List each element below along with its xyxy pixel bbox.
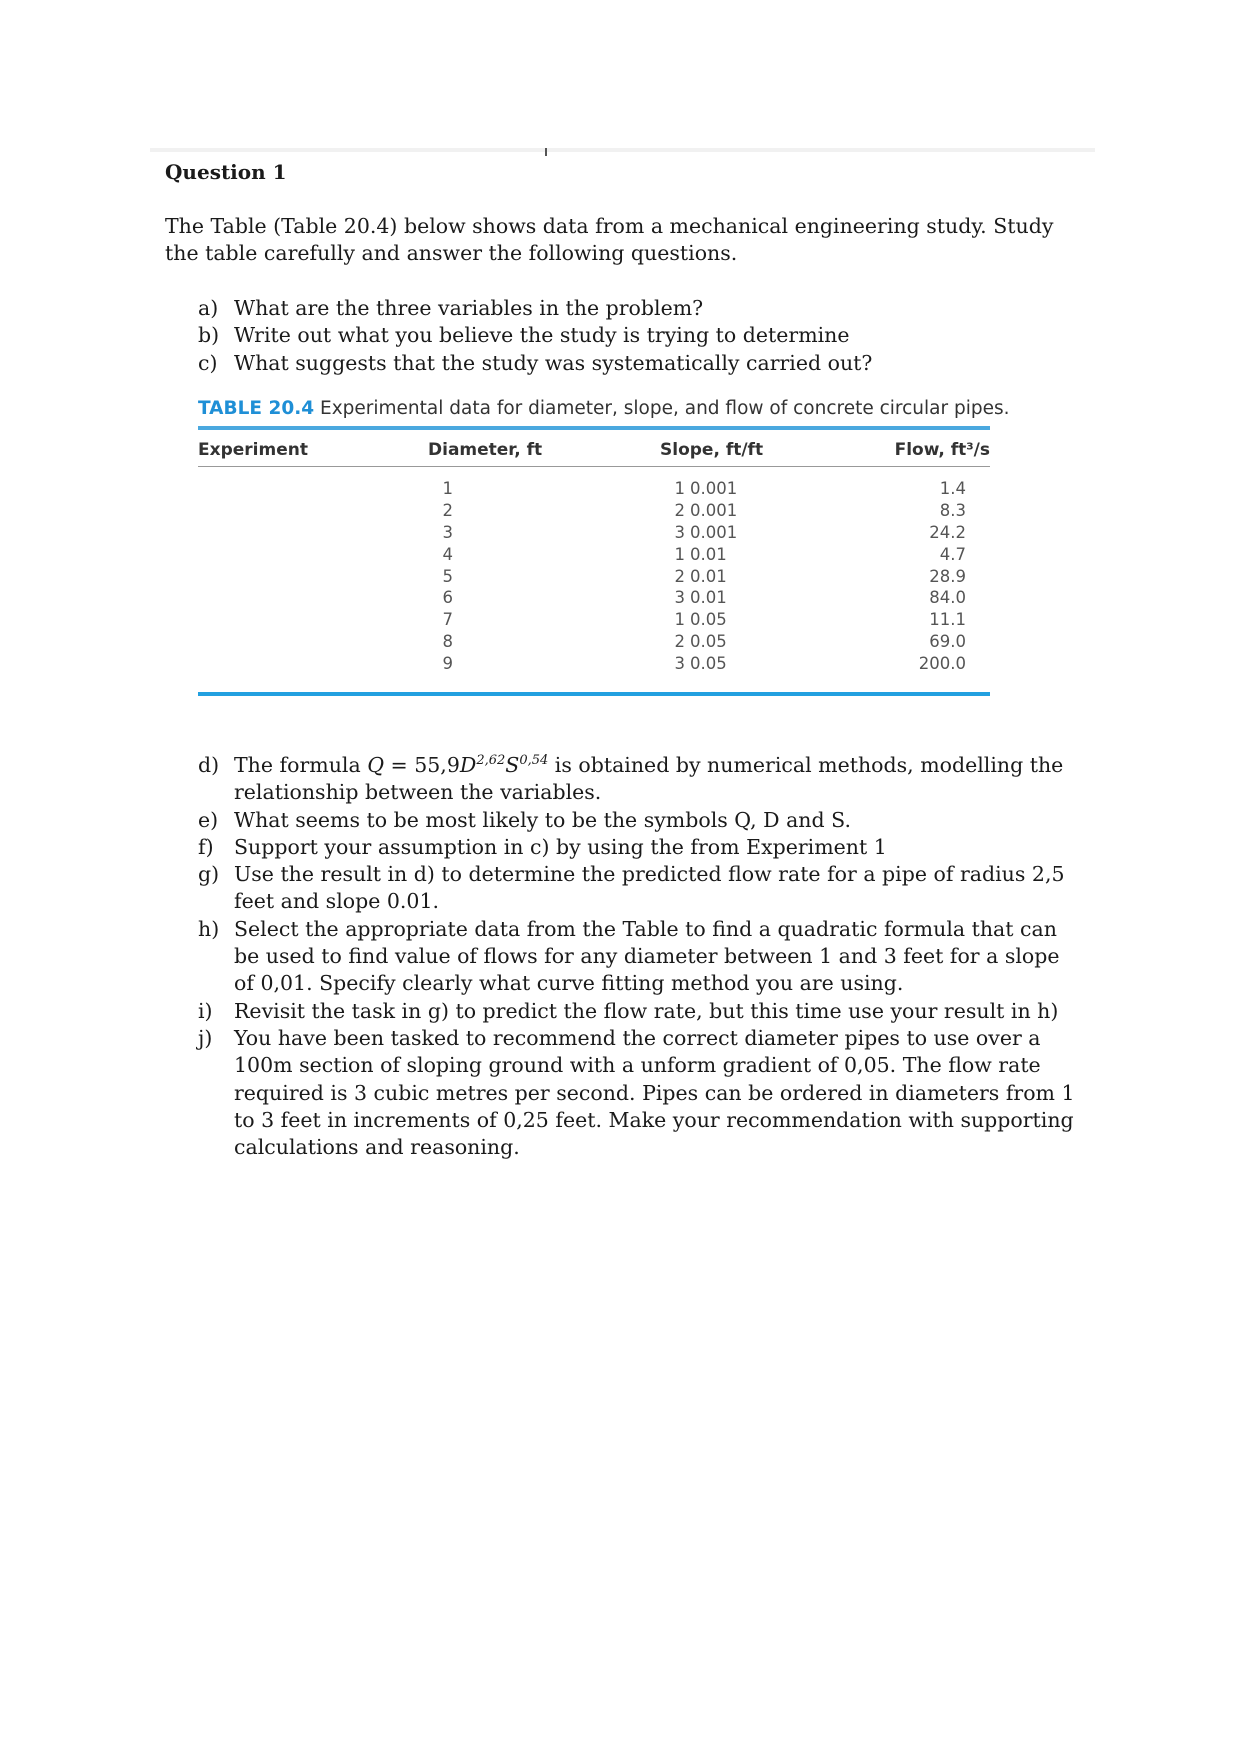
cell-diameter: 1 — [674, 479, 685, 498]
cell-flow: 1.4 — [939, 479, 966, 498]
cell-diameter: 2 — [674, 500, 685, 520]
question-item-d — [198, 752, 1078, 807]
table-row — [198, 500, 990, 522]
item-text: Revisit the task in g) to predict the flow rate, but this time use your result in h) — [234, 998, 1059, 1023]
cell-experiment: 2 — [442, 500, 453, 520]
item-text — [234, 752, 1078, 807]
item-text: Support your assumption in c) by using the from Experiment 1 — [234, 834, 887, 859]
cell-slope: 0.05 — [690, 610, 727, 630]
table-row — [198, 566, 990, 588]
header-slope: Slope, ft/ft — [660, 440, 764, 460]
cell-diameter: 1 — [674, 544, 685, 564]
item-text: Use the result in d) to determine the predicted flow rate for a pipe of radius 2,5 feet and slope 0.01. — [234, 862, 1065, 914]
cell-diameter: 2 — [674, 566, 685, 586]
cell-experiment: 8 — [442, 632, 453, 652]
formula-exp-s: 0,54 — [519, 753, 549, 769]
item-letter: g) — [198, 862, 220, 887]
item-letter: e) — [198, 807, 219, 832]
cell-experiment: 5 — [442, 566, 453, 586]
table-header — [198, 438, 990, 467]
cell-slope: 0.05 — [690, 654, 727, 674]
table-row — [198, 522, 990, 544]
cell-flow: 4.7 — [939, 544, 966, 564]
header-flow: Flow, ft³/s — [894, 440, 990, 460]
formula-s: S — [505, 753, 520, 777]
formula-prefix: The formula — [234, 753, 368, 777]
table-row — [198, 609, 990, 631]
cell-diameter: 3 — [674, 654, 685, 674]
question-item-j — [198, 1025, 1078, 1161]
item-letter: c) — [198, 350, 218, 375]
header-experiment: Experiment — [198, 440, 308, 460]
cell-experiment: 3 — [442, 522, 453, 542]
cell-diameter: 3 — [674, 588, 685, 608]
item-text: Write out what you believe the study is trying to determine — [234, 323, 850, 348]
item-text: What seems to be most likely to be the symbols Q, D and S. — [234, 807, 851, 832]
cell-slope: 0.01 — [690, 566, 727, 586]
cell-diameter: 3 — [674, 522, 685, 542]
question-intro: The Table (Table 20.4) below shows data from a mechanical engineering study. Study the table carefully and answer the following questions. — [165, 214, 1054, 265]
cell-flow: 69.0 — [929, 632, 966, 652]
table-row — [198, 653, 990, 675]
cell-flow: 11.1 — [929, 610, 966, 630]
cell-slope: 0.001 — [690, 500, 738, 520]
cell-experiment: 4 — [442, 544, 453, 564]
item-letter: b) — [198, 323, 220, 348]
question-item-e — [198, 807, 1078, 834]
cell-experiment: 6 — [442, 588, 453, 608]
table-row — [198, 544, 990, 566]
table-top-bar — [198, 426, 990, 430]
item-text: You have been tasked to recommend the correct diameter pipes to use over a 100m section of sloping ground with a unform gradient of 0,05. The flow rate required is 3 cubic metres per second. Pipes can be ordered in diameters from 1 to 3 feet in increments of 0,25 feet. Make your recommendation with supporting calculations and reasoning. — [234, 1025, 1075, 1160]
question-item-h — [198, 916, 1078, 998]
cell-slope: 0.05 — [690, 632, 727, 652]
header-diameter: Diameter, ft — [428, 440, 543, 460]
question-item-c — [198, 350, 1058, 377]
formula-exp-d: 2,62 — [476, 753, 506, 769]
formula-suffix: is obtained by numerical methods, modelling the relationship between the variables. — [234, 753, 1064, 805]
question-item-g — [198, 861, 1078, 916]
item-letter: a) — [198, 296, 219, 320]
table-caption-text: Experimental data for diameter, slope, and flow of concrete circular pipes. — [320, 398, 1010, 419]
item-letter: j) — [198, 1025, 213, 1050]
table-caption — [198, 398, 1010, 419]
formula-q: Q — [367, 753, 385, 777]
cell-slope: 0.001 — [690, 479, 738, 498]
table-body — [198, 478, 990, 675]
question-item-b — [198, 322, 1058, 349]
item-letter: i) — [198, 998, 213, 1023]
question-list-first — [198, 295, 1058, 377]
cell-flow: 24.2 — [929, 522, 966, 542]
cell-slope: 0.001 — [690, 522, 738, 542]
table-row — [198, 631, 990, 653]
item-letter: h) — [198, 916, 220, 941]
cell-experiment: 1 — [442, 479, 453, 498]
table-label: TABLE 20.4 — [198, 398, 315, 419]
item-text: What suggests that the study was systematically carried out? — [234, 350, 873, 375]
cell-slope: 0.01 — [690, 544, 727, 564]
cell-experiment: 7 — [442, 610, 453, 630]
cell-flow: 84.0 — [929, 588, 966, 608]
cell-diameter: 1 — [674, 610, 685, 630]
question-item-i — [198, 998, 1078, 1025]
table-row — [198, 587, 990, 609]
question-item-f — [198, 834, 1078, 861]
formula-d: D — [459, 753, 477, 777]
item-text: What are the three variables in the problem? — [234, 296, 704, 320]
question-list-second — [198, 752, 1078, 1161]
table-row — [198, 478, 990, 500]
table-bottom-bar — [198, 692, 990, 696]
item-letter: d) — [198, 753, 220, 777]
cell-flow: 200.0 — [918, 654, 966, 674]
cell-experiment: 9 — [442, 654, 453, 674]
cursor-tick — [545, 148, 547, 156]
cell-flow: 28.9 — [929, 566, 966, 586]
question-heading: Question 1 — [165, 160, 287, 184]
item-text: Select the appropriate data from the Table to find a quadratic formula that can be used to find value of flows for any diameter between 1 and 3 feet for a slope of 0,01. Specify clearly what curve fitting method you are using. — [234, 916, 1060, 996]
cell-flow: 8.3 — [939, 500, 966, 520]
cell-diameter: 2 — [674, 632, 685, 652]
question-item-a — [198, 295, 1058, 322]
top-rule — [150, 148, 1095, 152]
cell-slope: 0.01 — [690, 588, 727, 608]
item-letter: f) — [198, 834, 214, 859]
formula-eq: = 55,9 — [384, 753, 460, 777]
